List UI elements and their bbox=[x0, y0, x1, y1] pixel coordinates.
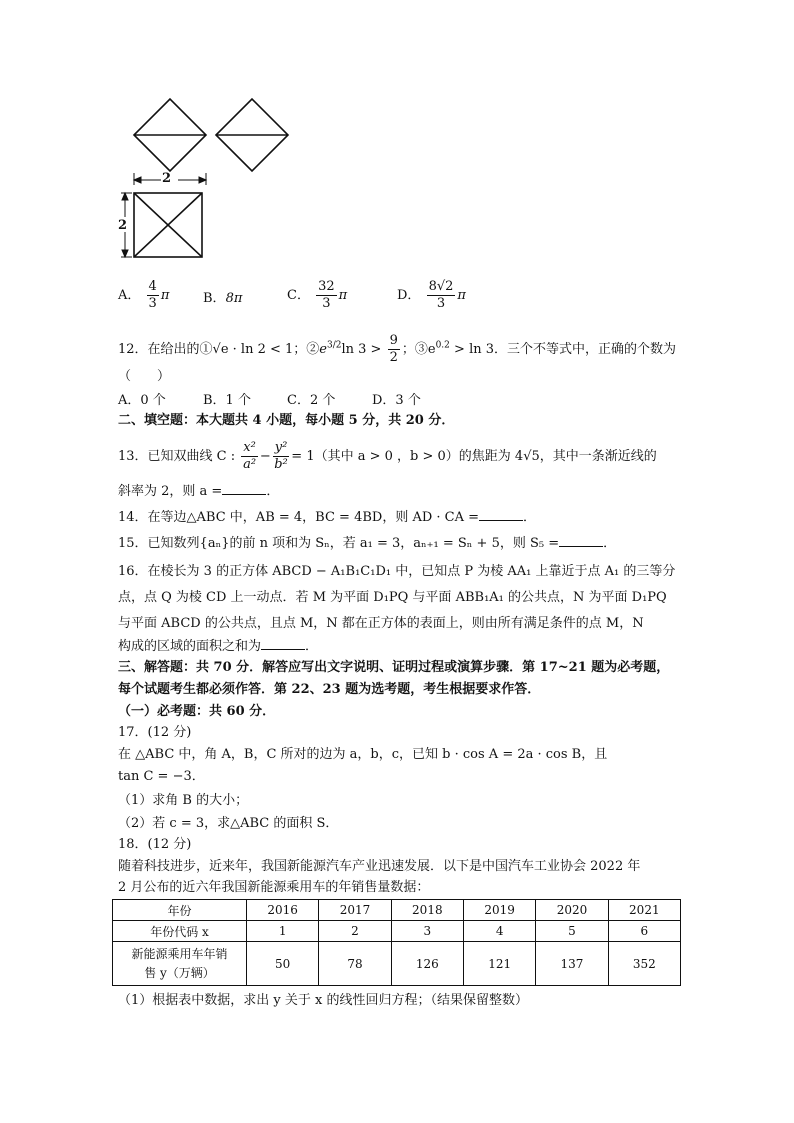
q16-line3: 与平面 ABCD 的公共点，且点 M，N 都在正方体的表面上，则由所有满足条件的点 M，N bbox=[118, 616, 644, 631]
q16-answer-blank[interactable] bbox=[261, 637, 305, 650]
q18-line2: 2 月公布的近六年我国新能源乘用车的年销售量数据： bbox=[118, 880, 430, 895]
q14-answer-blank[interactable] bbox=[479, 508, 523, 521]
q18-part1: （1）根据表中数据，求出 y 关于 x 的线性回归方程；（结果保留整数） bbox=[118, 993, 528, 1008]
table-header-sales bbox=[113, 942, 247, 986]
table-row-years bbox=[113, 900, 681, 921]
table-header-code: 年份代码 x bbox=[113, 921, 247, 942]
table-cell: 2016 bbox=[247, 900, 319, 921]
q13-line1: 13．已知双曲线 C : $\frac{\text{x²}}{\text{a²}}$ − $\frac{\text{y²}}{\text{b²}}$ = 1（其中 a > 0 ，b > 0）的焦距为 4√5，其中一条渐近线的 bbox=[118, 440, 657, 472]
q16-line4: 构成的区域的面积之和为 ． bbox=[118, 639, 319, 654]
table-cell: 126 bbox=[391, 942, 463, 986]
top-view bbox=[134, 193, 202, 257]
q15-line: 15．已知数列{aₙ}的前 n 项和为 Sₙ，若 a₁ = 3，aₙ₊₁ = Sₙ + 5，则 S₅ = ． bbox=[118, 536, 617, 551]
table-cell: 78 bbox=[319, 942, 391, 986]
table-cell: 2017 bbox=[319, 900, 391, 921]
q18-line1: 随着科技进步，近来年，我国新能源汽车产业迅速发展．以下是中国汽车工业协会 2022 年 bbox=[118, 859, 641, 874]
side-view bbox=[216, 99, 288, 171]
table-cell: 2021 bbox=[608, 900, 680, 921]
q16-line2: 点，点 Q 为棱 CD 上一动点．若 M 为平面 D₁PQ 与平面 ABB₁A₁ 的公共点，N 为平面 D₁PQ bbox=[118, 590, 667, 605]
q12-option-c: C．2 个 bbox=[287, 393, 336, 408]
q11-option-a: A． $\frac{4}{3}$ π bbox=[118, 279, 170, 311]
table-cell: 2018 bbox=[391, 900, 463, 921]
q12-option-d: D．3 个 bbox=[372, 393, 421, 408]
q12-line: 12．在给出的①√e · ln 2 < 1；$②e^{3/2}\ln$ 3 > $\frac{9}{2}$ ；$③e^{0.2} > \ln 3$．三个不等式中，正确的个数为 bbox=[118, 333, 676, 365]
table-row-sales bbox=[113, 942, 681, 986]
table-cell: 50 bbox=[247, 942, 319, 986]
section3-subheading: （一）必考题：共 60 分． bbox=[118, 704, 276, 719]
q14-line: 14．在等边△ABC 中，AB = 4，BC = 4BD，则 AD · CA = ． bbox=[118, 510, 537, 525]
q15-answer-blank[interactable] bbox=[559, 534, 603, 547]
table-header-sales-line2: 售 y（万辆） bbox=[144, 965, 215, 980]
table-cell: 6 bbox=[608, 921, 680, 942]
table-row-codes bbox=[113, 921, 681, 942]
q11-option-d: D． $\frac{8√2}{3}$ π bbox=[397, 279, 466, 311]
q17-part2: （2）若 c = 3，求△ABC 的面积 S． bbox=[118, 816, 339, 831]
dimension-label-left: 2 bbox=[118, 218, 128, 233]
q18-heading: 18．(12 分) bbox=[118, 837, 192, 852]
table-cell: 121 bbox=[463, 942, 535, 986]
q11-option-c: C． $\frac{32}{3}$ π bbox=[287, 279, 348, 311]
q12-option-a: A．0 个 bbox=[118, 393, 166, 408]
section2-heading: 二、填空题：本大题共 4 小题，每小题 5 分，共 20 分． bbox=[118, 413, 455, 428]
front-view bbox=[134, 99, 206, 171]
table-cell: 2019 bbox=[463, 900, 535, 921]
table-cell: 2020 bbox=[536, 900, 608, 921]
sales-table bbox=[112, 899, 681, 986]
q16-line1: 16．在棱长为 3 的正方体 ABCD − A₁B₁C₁D₁ 中，已知点 P 为棱 AA₁ 上靠近于点 A₁ 的三等分 bbox=[118, 564, 676, 579]
table-cell: 5 bbox=[536, 921, 608, 942]
three-view-figure bbox=[115, 95, 315, 265]
table-cell: 3 bbox=[391, 921, 463, 942]
section3-line2: 每个试题考生都必须作答．第 22、23 题为选考题，考生根据要求作答． bbox=[118, 682, 541, 697]
q12-paren: （ ） bbox=[118, 369, 171, 384]
dimension-label-bottom: 2 bbox=[162, 171, 172, 186]
table-header-year: 年份 bbox=[113, 900, 247, 921]
table-cell: 4 bbox=[463, 921, 535, 942]
q12-option-b: B．1 个 bbox=[203, 393, 251, 408]
table-cell: 137 bbox=[536, 942, 608, 986]
table-header-sales-line1: 新能源乘用车年销 bbox=[131, 946, 228, 961]
q17-line2: tan C = −3． bbox=[118, 769, 205, 784]
q17-heading: 17．(12 分) bbox=[118, 725, 192, 740]
q17-part1: （1）求角 B 的大小； bbox=[118, 793, 249, 808]
table-cell: 1 bbox=[247, 921, 319, 942]
table-cell: 2 bbox=[319, 921, 391, 942]
q11-option-b: B．8π bbox=[203, 291, 243, 306]
section3-line1: 三、解答题：共 70 分．解答应写出文字说明、证明过程或演算步骤．第 17~21 题为必考题， bbox=[118, 660, 670, 675]
table-cell: 352 bbox=[608, 942, 680, 986]
q13-answer-blank[interactable] bbox=[222, 482, 266, 495]
q17-line1: 在 △ABC 中，角 A，B，C 所对的边为 a，b，c，已知 b · cos A = 2a · cos B，且 bbox=[118, 747, 608, 762]
q13-line2: 斜率为 2，则 a = ． bbox=[118, 484, 280, 499]
